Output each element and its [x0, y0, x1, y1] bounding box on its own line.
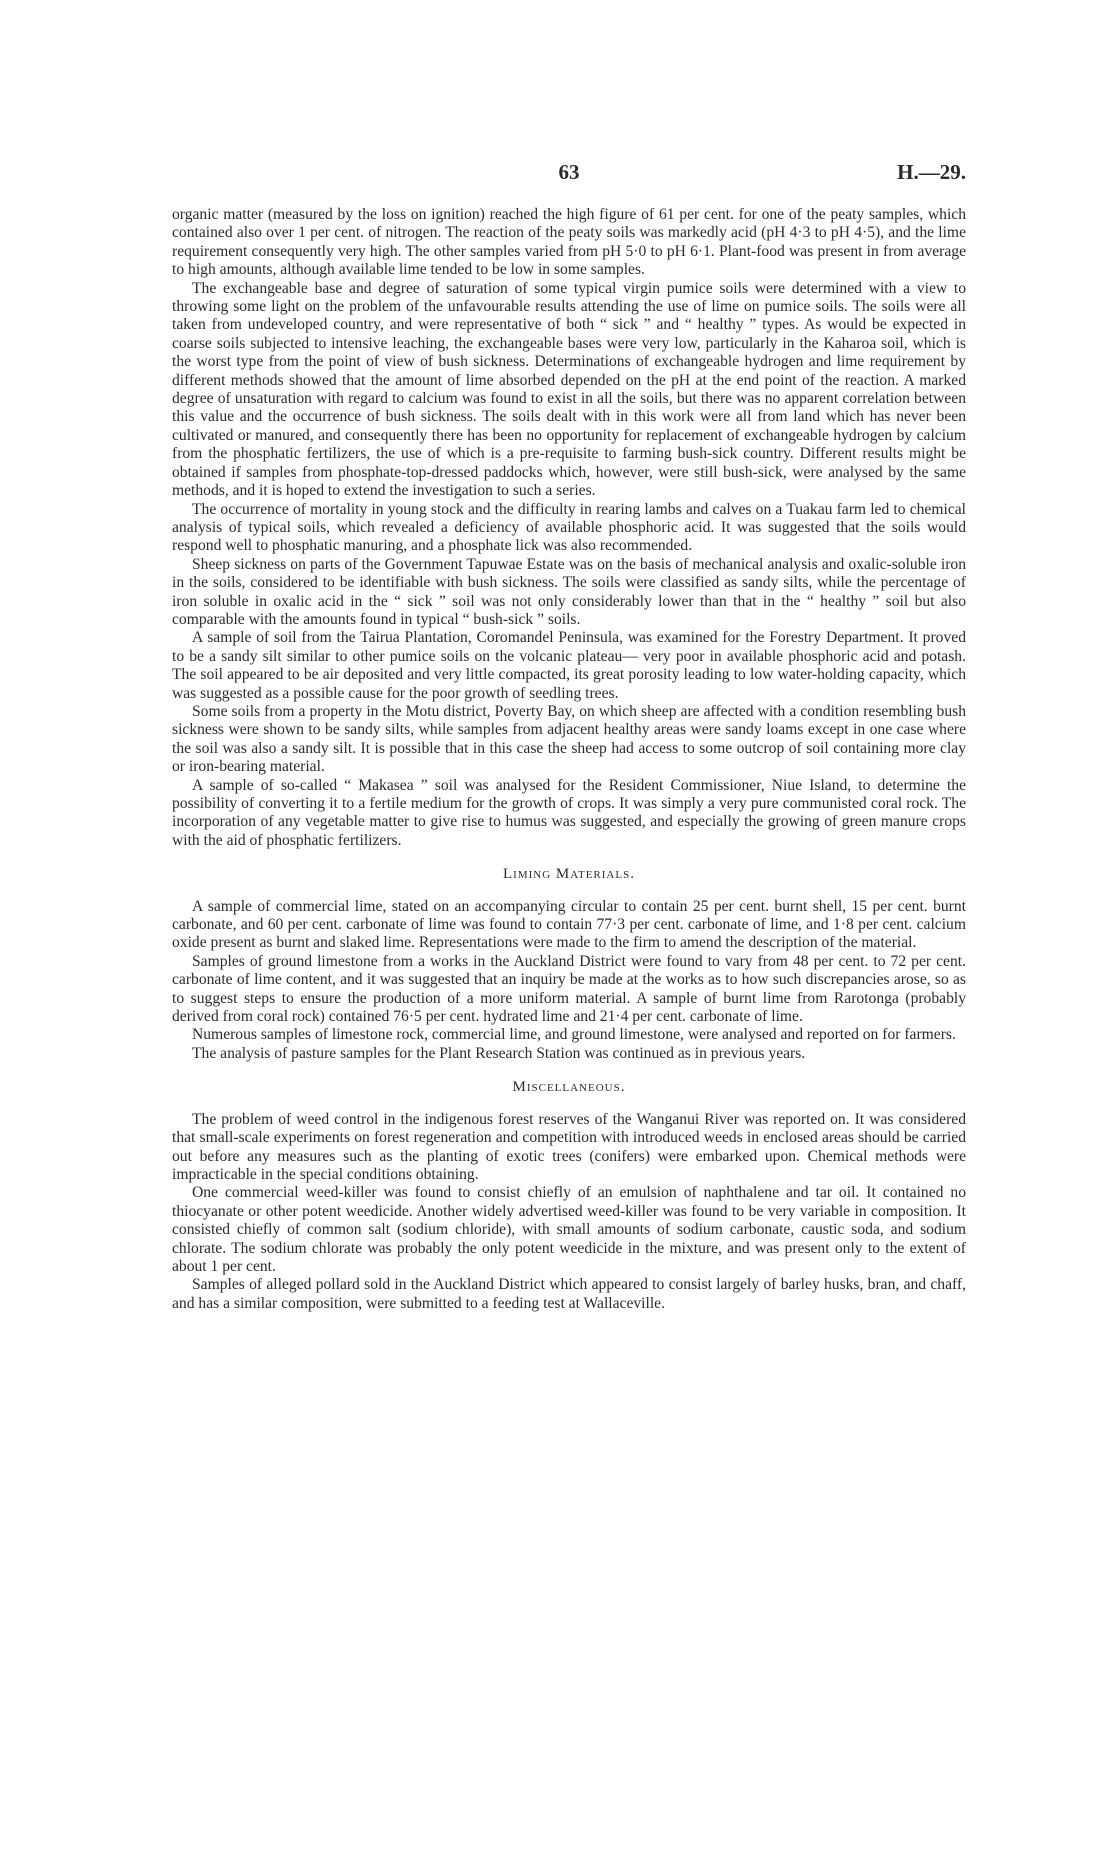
- paragraph: Some soils from a property in the Motu district, Poverty Bay, on which sheep are affected with a condition resembling bush sickness were shown to be sandy silts, while samples from adjacent healthy areas were sandy loams except in one case where the soil was also a sandy silt. It is possible that in this case the sheep had access to some outcrop of soil containing more clay or iron-bearing material.: [172, 702, 966, 776]
- paragraph: A sample of soil from the Tairua Plantation, Coromandel Peninsula, was examined for the Forestry Department. It proved to be a sandy silt similar to other pumice soils on the volcanic plateau— very poor in available phosphoric acid and potash. The soil appeared to be air deposited and very little compacted, its great porosity leading to low water-holding capacity, which was suggested as a possible cause for the poor growth of seedling trees.: [172, 629, 966, 702]
- section-heading-miscellaneous: Miscellaneous.: [512, 1079, 626, 1096]
- paragraph: A sample of commercial lime, stated on an accompanying circular to contain 25 per cent. burnt shell, 15 per cent. burnt carbonate, and 60 per cent. carbonate of lime was found to contain 77·3 per cent. carbonate of lime, and 1·8 per cent. calcium oxide present as burnt and slaked lime. Representations were made to the firm to amend the description of the material.: [172, 897, 966, 952]
- paragraph: organic matter (measured by the loss on ignition) reached the high figure of 61 per cent. for one of the peaty samples, which contained also over 1 per cent. of nitrogen. The reaction of the peaty soils was markedly acid (pH 4·3 to pH 4·5), and the lime requirement consequently very high. The other samples varied from pH 5·0 to pH 6·1. Plant-food was present in from average to high amounts, although available lime tended to be low in some samples.: [172, 206, 966, 279]
- page-header: [172, 160, 966, 190]
- paragraph: The analysis of pasture samples for the Plant Research Station was continued as in previous years.: [192, 1044, 806, 1062]
- paragraph: The problem of weed control in the indigenous forest reserves of the Wanganui River was reported on. It was considered that small-scale experiments on forest regeneration and competition with introduced weeds in enclosed areas should be carried out before any measures such as the planting of exotic trees (conifers) were embarked upon. Chemical methods were impracticable in the special conditions obtaining.: [172, 1110, 966, 1183]
- page-number: 63: [558, 160, 580, 184]
- paragraph: Samples of alleged pollard sold in the Auckland District which appeared to consist largely of barley husks, bran, and chaff, and has a similar composition, were submitted to a feeding test at Wallaceville.: [172, 1276, 966, 1312]
- paragraph: Numerous samples of limestone rock, commercial lime, and ground limestone, were analysed and reported on for farmers.: [192, 1026, 956, 1044]
- section-heading-liming-materials: Liming Materials.: [503, 866, 635, 883]
- paragraph: A sample of so-called “ Makasea ” soil was analysed for the Resident Commissioner, Niue Island, to determine the possibility of converting it to a fertile medium for the growth of crops. It was simply a very pure communisted coral rock. The incorporation of any vegetable matter to give rise to humus was suggested, and especially the growing of green manure crops with the aid of phosphatic fertilizers.: [172, 776, 966, 849]
- paragraph: Samples of ground limestone from a works in the Auckland District were found to vary from 48 per cent. to 72 per cent. carbonate of lime content, and it was suggested that an inquiry be made at the works as to how such discrepancies arose, so as to suggest steps to ensure the production of a more uniform material. A sample of burnt lime from Rarotonga (probably derived from coral rock) contained 76·5 per cent. hydrated lime and 21·4 per cent. carbonate of lime.: [172, 952, 966, 1026]
- body-text: [172, 206, 966, 1313]
- paragraph: One commercial weed-killer was found to consist chiefly of an emulsion of naphthalene and tar oil. It contained no thiocyanate or other potent weedicide. Another widely advertised weed-killer was found to be very variable in composition. It consisted chiefly of common salt (sodium chloride), with small amounts of sodium carbonate, caustic soda, and sodium chlorate. The sodium chlorate was probably the only potent weedicide in the mixture, and was present only to the extent of about 1 per cent.: [172, 1184, 966, 1275]
- paragraph: The exchangeable base and degree of saturation of some typical virgin pumice soils were determined with a view to throwing some light on the problem of the unfavourable results attending the use of lime on pumice soils. The soils were all taken from undeveloped country, and were representative of both “ sick ” and “ healthy ” types. As would be expected in coarse soils subjected to intensive leaching, the exchangeable bases were very low, particularly in the Kaharoa soil, which is the worst type from the point of view of bush sickness. Determinations of exchangeable hydrogen and lime requirement by different methods showed that the amount of lime absorbed depended on the pH at the end point of the reaction. A marked degree of unsaturation with regard to calcium was found to exist in all the soils, but there was no apparent correlation between this value and the occurrence of bush sickness. The soils dealt with in this work were all from land which has never been cultivated or manured, and consequently there has been no opportunity for replacement of exchangeable hydrogen by calcium from the phosphatic fertilizers, the use of which is a pre-requisite to farming bush-sick country. Different results might be obtained if samples from phosphate-top-dressed paddocks which, however, were still bush-sick, were analysed by the same methods, and it is hoped to extend the investigation to such a series.: [172, 279, 966, 500]
- paragraph: Sheep sickness on parts of the Government Tapuwae Estate was on the basis of mechanical analysis and oxalic-soluble iron in the soils, considered to be identifiable with bush sickness. The soils were classified as sandy silts, while the percentage of iron soluble in oxalic acid in the “ sick ” soil was not only considerably lower than that in the “ healthy ” soil but also comparable with the amounts found in typical “ bush-sick ” soils.: [172, 555, 966, 628]
- document-reference: H.—29.: [897, 160, 966, 184]
- paragraph: The occurrence of mortality in young stock and the difficulty in rearing lambs and calves on a Tuakau farm led to chemical analysis of typical soils, which revealed a deficiency of available phosphoric acid. It was suggested that the soils would respond well to phosphatic manuring, and a phosphate lick was also recommended.: [172, 500, 966, 555]
